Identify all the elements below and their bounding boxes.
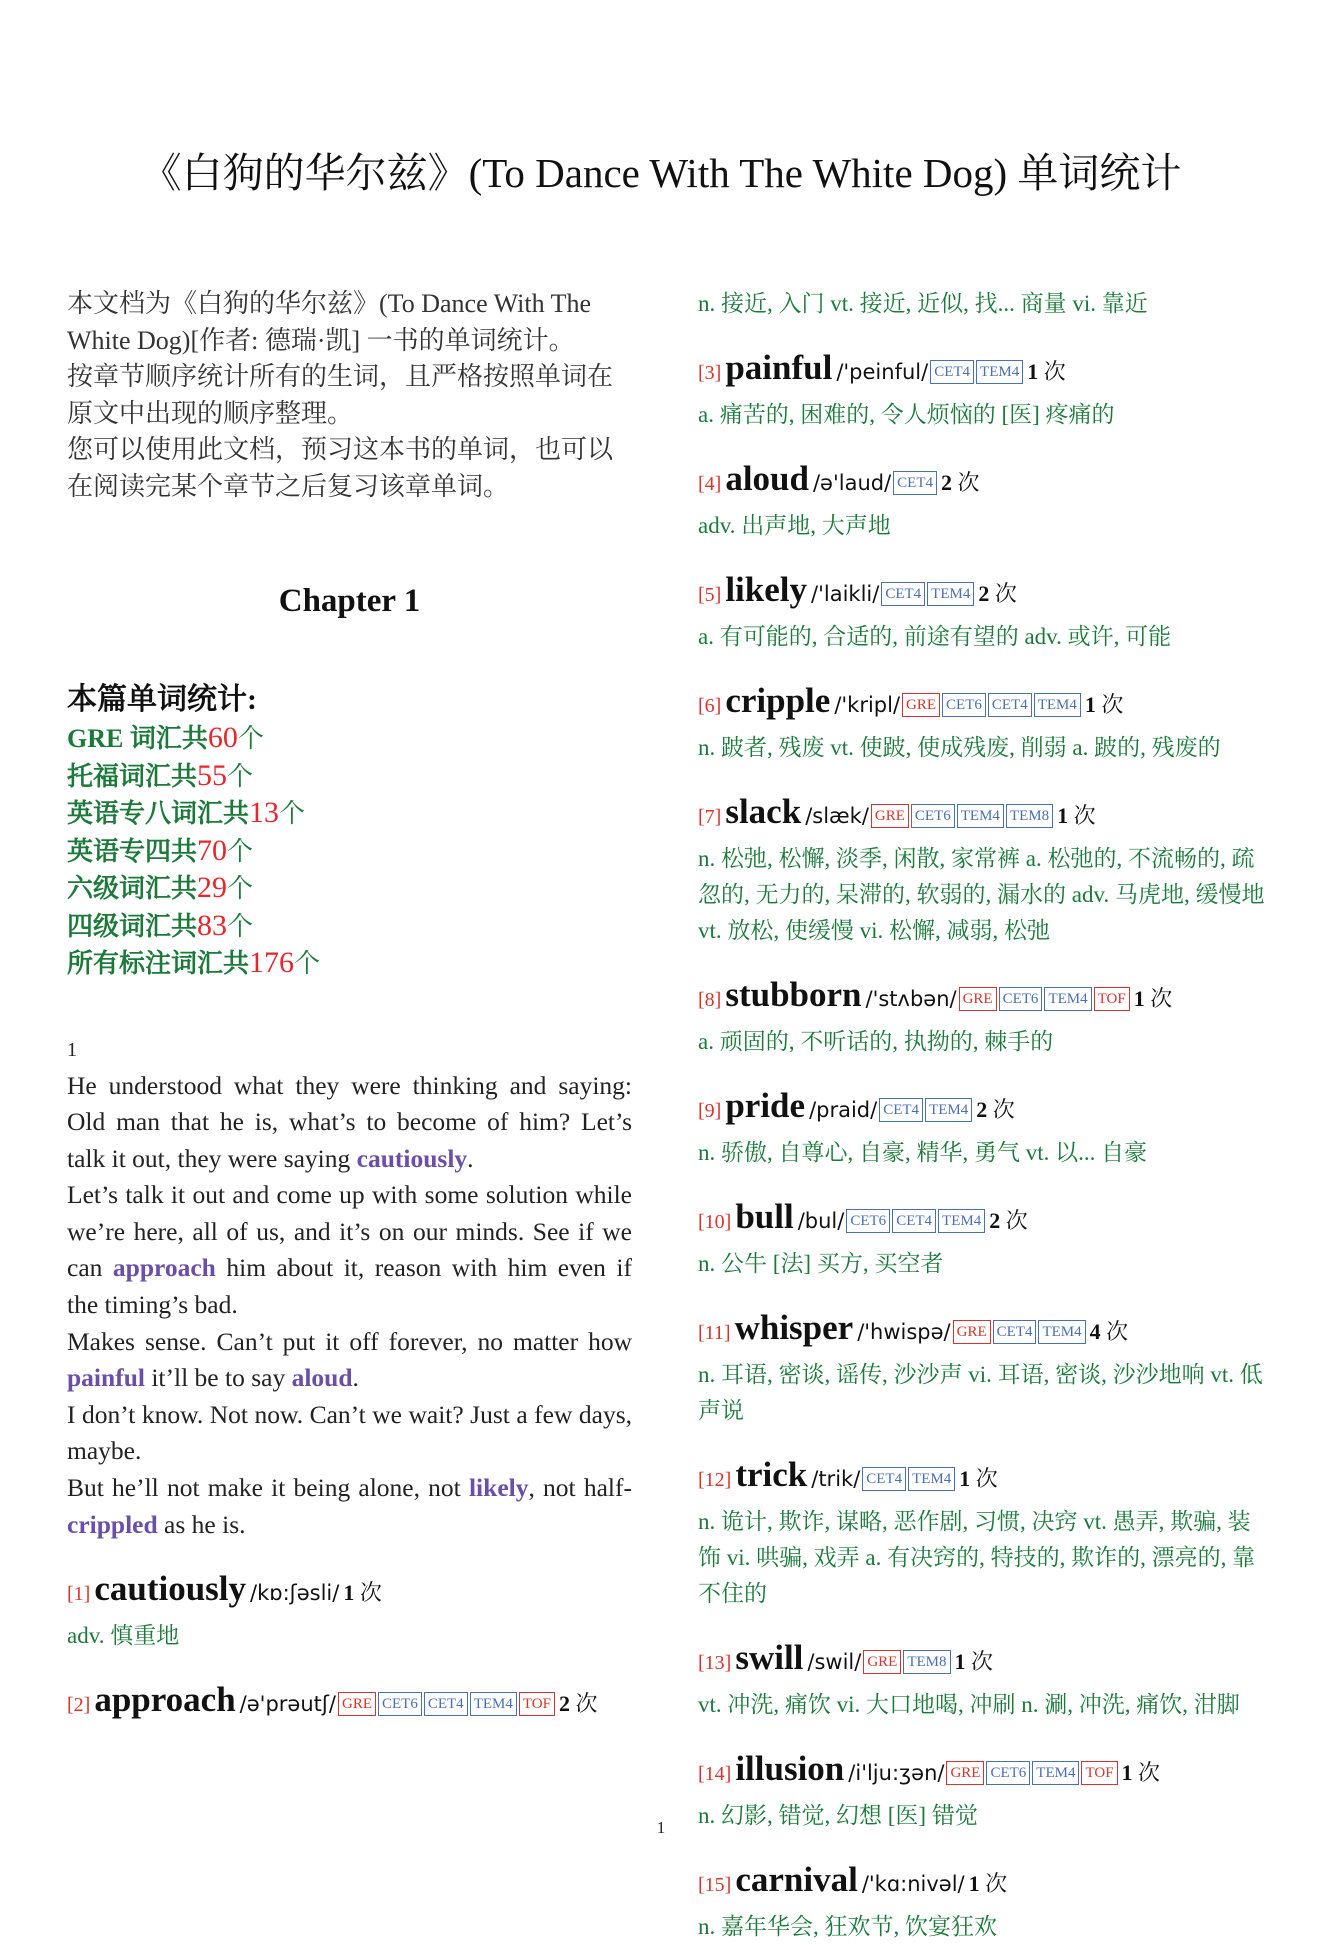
stat-row (67, 870, 632, 908)
entry-phonetic: /i'lju:ʒən/ (848, 1761, 945, 1785)
stat-count: 13 (249, 796, 280, 829)
count-unit: 次 (971, 1649, 994, 1674)
count-unit: 次 (575, 1691, 598, 1717)
count-number: 2 (976, 1097, 988, 1122)
level-tag: CET6 (986, 1761, 1030, 1785)
count-number: 1 (1057, 803, 1069, 828)
entry-count (1085, 692, 1124, 717)
entry-index: [12] (698, 1469, 732, 1491)
count-number: 1 (1084, 692, 1096, 717)
entry-headline (67, 1678, 632, 1729)
entry-index: [7] (698, 806, 722, 828)
entry-phonetic: /'kɑ:nivəl/ (861, 1872, 965, 1896)
entry-count (559, 1691, 598, 1716)
entry-phonetic: /'hwispə/ (857, 1320, 951, 1344)
entry-definition: n. 诡计, 欺诈, 谋略, 恶作剧, 习惯, 决窍 vt. 愚弄, 欺骗, 装饰 vi. 哄骗, 戏弄 a. 有决窍的, 特技的, 欺诈的, 漂亮的, 靠不住的 (698, 1509, 1256, 1606)
count-unit: 次 (1043, 359, 1066, 384)
entry-phonetic: /bul/ (797, 1209, 845, 1233)
level-tag: CET4 (879, 1098, 923, 1122)
entry-word: aloud (725, 459, 809, 498)
stat-row (67, 945, 632, 983)
count-unit: 次 (1150, 986, 1173, 1011)
stat-row (67, 795, 632, 833)
entry-word: whisper (734, 1308, 854, 1347)
vocab-entry (698, 457, 1270, 544)
entry-headline (698, 1453, 1270, 1504)
entry-phonetic: /ə'laud/ (812, 471, 892, 495)
entry-word: slack (725, 792, 802, 831)
entry-count (955, 1649, 994, 1674)
stat-count: 29 (197, 871, 228, 904)
entry-word: cripple (725, 681, 831, 720)
stat-label: 四级词汇共 (67, 911, 198, 941)
entry-word: trick (735, 1455, 808, 1494)
level-tag: CET6 (911, 804, 955, 828)
entry-headline (698, 1636, 1270, 1687)
highlighted-word: aloud (291, 1363, 353, 1393)
vocab-entry (698, 790, 1270, 949)
count-number: 2 (978, 581, 990, 606)
count-unit: 次 (1106, 1319, 1129, 1344)
level-tag: CET4 (930, 360, 974, 384)
count-number: 2 (941, 470, 953, 495)
vocab-entry (698, 973, 1270, 1060)
entry-index: [11] (698, 1322, 731, 1344)
stat-row (67, 908, 632, 946)
level-tag: CET4 (881, 582, 925, 606)
entry-index: [4] (698, 473, 722, 495)
entry-definition: n. 骄傲, 自尊心, 自豪, 精华, 勇气 vt. 以... 自豪 (698, 1140, 1148, 1165)
entry-phonetic: /'kripl/ (834, 693, 901, 717)
stat-label: 英语专八词汇共 (67, 799, 250, 828)
entry-definition: adv. 出声地, 大声地 (698, 513, 891, 538)
entry-headline (698, 568, 1270, 619)
level-tag: TEM4 (1044, 987, 1091, 1011)
entry-count (989, 1208, 1028, 1233)
stat-unit: 个 (279, 799, 306, 828)
chapter-heading: Chapter 1 (278, 583, 421, 619)
stat-row (67, 758, 632, 796)
vocab-entry (698, 1084, 1270, 1171)
page-title: 《白狗的华尔兹》(To Dance With The White Dog) 单词统计 (140, 150, 1182, 196)
level-tag: TEM4 (925, 1098, 972, 1122)
entry-definition: a. 顽固的, 不听话的, 执拗的, 棘手的 (698, 1029, 1054, 1054)
stat-unit: 个 (227, 874, 254, 903)
entry-headline (67, 1567, 632, 1618)
level-tag: CET6 (942, 693, 986, 717)
entry-definition: n. 耳语, 密谈, 谣传, 沙沙声 vi. 耳语, 密谈, 沙沙地响 vt. 低声说 (698, 1362, 1263, 1423)
count-unit: 次 (1073, 803, 1096, 828)
entry-phonetic: /trik/ (811, 1467, 861, 1491)
count-unit: 次 (975, 1466, 998, 1491)
entry-phonetic: /kɒ:ʃəsli/ (250, 1581, 340, 1606)
intro-paragraph: 您可以使用此文档，预习这本书的单词，也可以在阅读完某个章节之后复习该章单词。 (67, 435, 614, 501)
level-tag: TEM8 (903, 1650, 950, 1674)
stat-count: 176 (249, 946, 295, 979)
story-text (67, 1068, 632, 1544)
entry-index: [2] (67, 1694, 91, 1717)
highlighted-word: crippled (67, 1509, 158, 1539)
level-tag: TOF (519, 1692, 555, 1716)
level-tag: CET6 (999, 987, 1043, 1011)
entry-count (959, 1466, 998, 1491)
count-unit: 次 (957, 470, 980, 495)
entry-count (1027, 359, 1066, 384)
level-tag: TEM4 (470, 1692, 517, 1716)
stat-count: 83 (197, 908, 228, 942)
vocab-entry (698, 1306, 1270, 1429)
count-number: 1 (1121, 1760, 1133, 1785)
vocab-list-left (67, 1567, 632, 1729)
stat-row (67, 833, 632, 871)
level-tag: CET6 (846, 1209, 890, 1233)
level-tag: GRE (871, 804, 909, 828)
entry-headline (698, 1306, 1270, 1357)
level-tag: CET4 (424, 1692, 468, 1716)
entry-count (976, 1097, 1015, 1122)
highlighted-word: likely (468, 1473, 529, 1503)
entry-count (1090, 1319, 1129, 1344)
vocab-entry (698, 346, 1270, 433)
entry-headline (698, 1195, 1270, 1246)
stat-label: GRE 词汇共 (67, 724, 208, 753)
entry-phonetic: /slæk/ (805, 804, 869, 828)
level-tag: TEM4 (927, 582, 974, 606)
entry-index: [1] (67, 1583, 91, 1606)
count-number: 1 (1133, 986, 1145, 1011)
entry-count (343, 1580, 382, 1605)
entry-word: painful (725, 348, 833, 387)
entry-headline (698, 973, 1270, 1024)
paragraph-number: 1 (67, 1038, 77, 1061)
entry-definition: n. 跛者, 残废 vt. 使跛, 使成残废, 削弱 a. 跛的, 残废的 (698, 735, 1221, 760)
stat-unit: 个 (227, 761, 254, 791)
count-number: 2 (989, 1208, 1001, 1233)
entry-word: carnival (735, 1860, 858, 1899)
level-tag: GRE (902, 693, 940, 717)
entry-word: stubborn (725, 975, 862, 1014)
entry-phonetic: /'peinful/ (836, 360, 929, 384)
count-number: 1 (343, 1580, 355, 1606)
count-unit: 次 (985, 1871, 1008, 1896)
entry-count (978, 581, 1017, 606)
level-tag: TEM4 (976, 360, 1023, 384)
stat-label: 英语专四共 (67, 836, 198, 866)
level-tag: GRE (863, 1650, 901, 1674)
entry-definition: n. 嘉年华会, 狂欢节, 饮宴狂欢 (698, 1914, 997, 1939)
story-paragraph: But he’ll not make it being alone, not likely, not half-crippled as he is. (67, 1473, 632, 1539)
level-tag: CET4 (993, 1320, 1037, 1344)
stat-unit: 个 (227, 911, 254, 941)
intro (67, 286, 632, 505)
entry-count (941, 470, 980, 495)
entry-headline (698, 790, 1270, 841)
level-tag: TOF (1081, 1761, 1117, 1785)
level-tag: TEM4 (1038, 1320, 1085, 1344)
entry-definition: a. 痛苦的, 困难的, 令人烦恼的 [医] 疼痛的 (698, 402, 1115, 427)
highlighted-word: cautiously (356, 1143, 468, 1173)
stat-label: 托福词汇共 (67, 761, 198, 791)
stat-label: 六级词汇共 (67, 874, 198, 903)
highlighted-word: approach (112, 1253, 216, 1283)
stat-unit: 个 (294, 949, 321, 978)
count-unit: 次 (1138, 1760, 1161, 1785)
vocab-entry (698, 679, 1270, 766)
vocab-entry (698, 568, 1270, 655)
intro-paragraph: 按章节顺序统计所有的生词，且严格按照单词在原文中出现的顺序整理。 (67, 362, 614, 428)
level-tag: GRE (953, 1320, 991, 1344)
count-unit: 次 (992, 1097, 1015, 1122)
level-tag: TEM4 (957, 804, 1004, 828)
vocab-entry (698, 1195, 1270, 1282)
level-tag: TOF (1094, 987, 1130, 1011)
stat-label: 所有标注词汇共 (67, 949, 250, 978)
vocab-entry (698, 1636, 1270, 1723)
highlighted-word: painful (67, 1363, 145, 1393)
entry-count (969, 1871, 1008, 1896)
entry-headline (698, 346, 1270, 397)
level-tag: GRE (959, 987, 997, 1011)
level-tag: TEM4 (908, 1467, 955, 1491)
page-number: 1 (656, 1818, 666, 1837)
entry-word: bull (735, 1197, 794, 1236)
vocab-entry (698, 1453, 1270, 1612)
entry-phonetic: /praid/ (809, 1098, 878, 1122)
entry-index: [13] (698, 1652, 732, 1674)
entry-definition: n. 接近, 入门 vt. 接近, 近似, 找... 商量 vi. 靠近 (698, 291, 1148, 316)
entry-word: cautiously (94, 1569, 247, 1609)
count-unit: 次 (359, 1580, 382, 1606)
entry-count (1134, 986, 1173, 1011)
entry-phonetic: /'laikli/ (811, 582, 880, 606)
level-tag: GRE (946, 1761, 984, 1785)
entry-definition: n. 幻影, 错觉, 幻想 [医] 错觉 (698, 1803, 978, 1828)
entry-count (1122, 1760, 1161, 1785)
stats-heading: 本篇单词统计: (67, 683, 257, 716)
level-tag: GRE (338, 1692, 376, 1716)
entry-index: [6] (698, 695, 722, 717)
entry-index: [3] (698, 362, 722, 384)
entry-headline (698, 457, 1270, 508)
entry-headline (698, 1858, 1270, 1909)
story-paragraph: I don’t know. Not now. Can’t we wait? Just a few days, maybe. (67, 1399, 632, 1466)
intro-paragraph: 本文档为《白狗的华尔兹》(To Dance With The White Dog)[作者: 德瑞·凯] 一书的单词统计。 (67, 289, 592, 355)
count-number: 4 (1089, 1319, 1101, 1344)
level-tag: CET4 (893, 471, 937, 495)
count-unit: 次 (994, 581, 1017, 606)
level-tag: CET4 (862, 1467, 906, 1491)
entry-definition: vt. 冲洗, 痛饮 vi. 大口地喝, 冲刷 n. 涮, 冲洗, 痛饮, 泔脚 (698, 1692, 1240, 1717)
entry-definition: a. 有可能的, 合适的, 前途有望的 adv. 或许, 可能 (698, 624, 1172, 649)
entry-phonetic: /'stʌbən/ (865, 987, 957, 1011)
level-tag: TEM8 (1006, 804, 1053, 828)
entry-headline (698, 1084, 1270, 1135)
stat-unit: 个 (227, 836, 254, 866)
count-number: 1 (954, 1649, 966, 1674)
level-tag: CET6 (378, 1692, 422, 1716)
entry-phonetic: /swil/ (807, 1650, 862, 1674)
entry-word: illusion (735, 1749, 845, 1788)
stat-count: 70 (197, 833, 228, 867)
entry-headline (698, 679, 1270, 730)
entry-phonetic: /ə'prəutʃ/ (239, 1692, 336, 1717)
stats-list (67, 720, 632, 983)
entry-index: [8] (698, 989, 722, 1011)
vocab-list-right (698, 286, 1270, 1945)
entry-index: [14] (698, 1763, 732, 1785)
left-column (67, 286, 632, 1729)
entry-word: swill (735, 1638, 804, 1677)
level-tag: CET4 (988, 693, 1032, 717)
entry-word: likely (725, 570, 808, 609)
level-tag: CET4 (892, 1209, 936, 1233)
entry-word: approach (94, 1680, 236, 1720)
entry-word: pride (725, 1086, 806, 1125)
level-tag: TEM4 (1034, 693, 1081, 717)
entry-definition: n. 松弛, 松懈, 淡季, 闲散, 家常裤 a. 松弛的, 不流畅的, 疏忽的, 无力的, 呆滞的, 软弱的, 漏水的 adv. 马虎地, 缓慢地 vt. 放松, 使缓慢 vi. 松懈, 减弱, 松弛 (698, 846, 1265, 943)
story-paragraph: Let’s talk it out and come up with some solution while we’re here, all of us, and it’s on our minds. See if we can approach him about it, reason with him even if the timing’s bad. (67, 1180, 632, 1320)
stat-count: 55 (197, 758, 228, 792)
entry-definition: adv. 慎重地 (67, 1623, 180, 1649)
level-tag: TEM4 (1032, 1761, 1079, 1785)
stat-count: 60 (207, 721, 238, 754)
level-tag: TEM4 (938, 1209, 985, 1233)
vocab-entry (698, 286, 1270, 322)
entry-headline (698, 1747, 1270, 1798)
count-number: 2 (558, 1691, 570, 1717)
entry-index: [15] (698, 1874, 732, 1896)
count-number: 1 (1027, 359, 1039, 384)
entry-count (1057, 803, 1096, 828)
vocab-entry (698, 1858, 1270, 1945)
vocab-entry (67, 1678, 632, 1729)
vocab-entry (67, 1567, 632, 1654)
count-number: 1 (959, 1466, 971, 1491)
stat-row (67, 720, 632, 758)
entry-definition: n. 公牛 [法] 买方, 买空者 (698, 1251, 944, 1276)
count-unit: 次 (1005, 1208, 1028, 1233)
stat-unit: 个 (237, 724, 264, 753)
count-number: 1 (968, 1871, 980, 1896)
entry-index: [5] (698, 584, 722, 606)
count-unit: 次 (1101, 692, 1124, 717)
entry-index: [9] (698, 1100, 722, 1122)
story-paragraph: Makes sense. Can’t put it off forever, no matter how painful it’ll be to say aloud. (67, 1326, 632, 1393)
entry-index: [10] (698, 1211, 732, 1233)
story-paragraph: He understood what they were thinking and saying: Old man that he is, what’s to become of him? Let’s talk it out, they were saying cautiously. (67, 1070, 632, 1173)
